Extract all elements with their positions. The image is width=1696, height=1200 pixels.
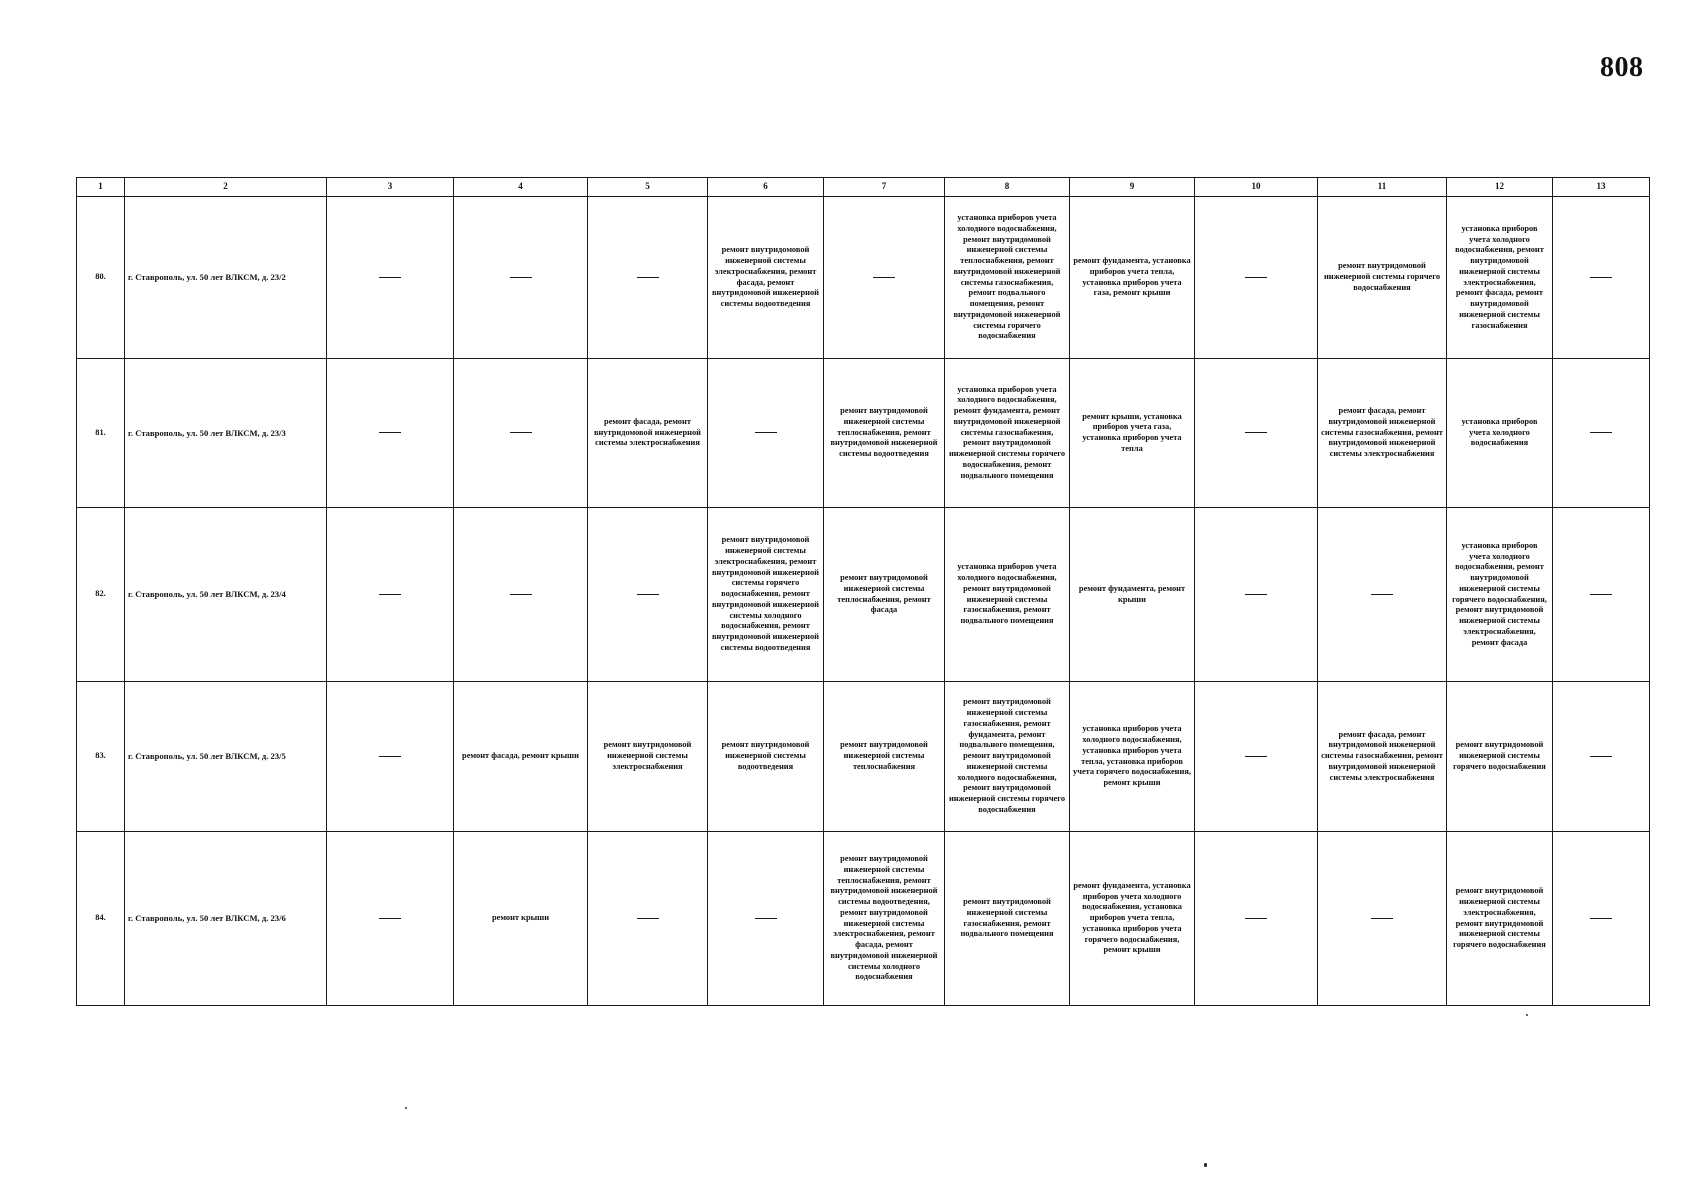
table-header — [77, 178, 1650, 197]
works-cell-col-9: ремонт фундамента, установка приборов учета тепла, установка приборов учета газа, ремонт крыши — [1070, 197, 1195, 359]
empty-cell-col-7 — [824, 197, 945, 359]
works-cell-col-8: ремонт внутридомовой инженерной системы газоснабжения, ремонт подвального помещения — [945, 832, 1070, 1006]
page-number: 808 — [1600, 52, 1644, 83]
empty-cell-col-10 — [1195, 508, 1318, 682]
empty-cell-col-4 — [454, 197, 588, 359]
works-cell-col-12: установка приборов учета холодного водоснабжения, ремонт внутридомовой инженерной системы горячего водоснабжения, ремонт внутридомовой инженерной системы электроснабжения, ремонт фасада — [1447, 508, 1553, 682]
works-cell-col-12: ремонт внутридомовой инженерной системы горячего водоснабжения — [1447, 682, 1553, 832]
dash-mark — [379, 918, 401, 919]
works-cell-col-11: ремонт внутридомовой инженерной системы горячего водоснабжения — [1318, 197, 1447, 359]
works-cell-col-7: ремонт внутридомовой инженерной системы теплоснабжения, ремонт фасада — [824, 508, 945, 682]
empty-cell-col-5 — [588, 832, 708, 1006]
works-cell-col-5: ремонт фасада, ремонт внутридомовой инженерной системы электроснабжения — [588, 359, 708, 508]
dash-mark — [637, 594, 659, 595]
row-number: 80. — [77, 197, 125, 359]
dash-mark — [637, 918, 659, 919]
works-cell-col-6: ремонт внутридомовой инженерной системы водоотведения — [708, 682, 824, 832]
column-header-7: 7 — [824, 178, 945, 197]
empty-cell-col-10 — [1195, 197, 1318, 359]
works-cell-col-12: установка приборов учета холодного водоснабжения — [1447, 359, 1553, 508]
address-cell: г. Ставрополь, ул. 50 лет ВЛКСМ, д. 23/2 — [125, 197, 327, 359]
dash-mark — [510, 277, 532, 278]
empty-cell-col-6 — [708, 832, 824, 1006]
dash-mark — [1245, 432, 1267, 433]
table-row — [77, 508, 1650, 682]
works-cell-col-8: установка приборов учета холодного водоснабжения, ремонт внутридомовой инженерной системы теплоснабжения, ремонт внутридомовой инженерной системы газоснабжения, ремонт подвального помещения, ремонт внутридомовой инженерной системы горячего водоснабжения — [945, 197, 1070, 359]
row-number: 82. — [77, 508, 125, 682]
dash-mark — [1245, 277, 1267, 278]
empty-cell-col-11 — [1318, 508, 1447, 682]
empty-cell-col-13 — [1553, 359, 1650, 508]
address-cell: г. Ставрополь, ул. 50 лет ВЛКСМ, д. 23/6 — [125, 832, 327, 1006]
empty-cell-col-4 — [454, 359, 588, 508]
works-cell-col-9: установка приборов учета холодного водоснабжения, установка приборов учета тепла, установка приборов учета горячего водоснабжения, ремонт крыши — [1070, 682, 1195, 832]
works-cell-col-9: ремонт фундамента, ремонт крыши — [1070, 508, 1195, 682]
column-header-8: 8 — [945, 178, 1070, 197]
column-header-13: 13 — [1553, 178, 1650, 197]
dash-mark — [379, 432, 401, 433]
table-row — [77, 359, 1650, 508]
column-header-12: 12 — [1447, 178, 1553, 197]
dash-mark — [1371, 918, 1393, 919]
empty-cell-col-5 — [588, 508, 708, 682]
empty-cell-col-10 — [1195, 682, 1318, 832]
empty-cell-col-6 — [708, 359, 824, 508]
empty-cell-col-13 — [1553, 682, 1650, 832]
works-cell-col-7: ремонт внутридомовой инженерной системы теплоснабжения — [824, 682, 945, 832]
dash-mark — [1590, 594, 1612, 595]
dash-mark — [1371, 594, 1393, 595]
column-number-row — [77, 178, 1650, 197]
works-cell-col-8: установка приборов учета холодного водоснабжения, ремонт фундамента, ремонт внутридомовой инженерной системы газоснабжения, ремонт внутридомовой инженерной системы горячего водоснабжения, ремонт подвального помещения — [945, 359, 1070, 508]
empty-cell-col-10 — [1195, 832, 1318, 1006]
dash-mark — [873, 277, 895, 278]
column-header-2: 2 — [125, 178, 327, 197]
dash-mark — [1590, 277, 1612, 278]
works-cell-col-6: ремонт внутридомовой инженерной системы электроснабжения, ремонт фасада, ремонт внутридомовой инженерной системы водоотведения — [708, 197, 824, 359]
empty-cell-col-13 — [1553, 832, 1650, 1006]
row-number: 81. — [77, 359, 125, 508]
table-body — [77, 197, 1650, 1006]
works-cell-col-4: ремонт крыши — [454, 832, 588, 1006]
works-cell-col-11: ремонт фасада, ремонт внутридомовой инженерной системы газоснабжения, ремонт внутридомовой инженерной системы электроснабжения — [1318, 682, 1447, 832]
works-cell-col-8: ремонт внутридомовой инженерной системы газоснабжения, ремонт фундамента, ремонт подвального помещения, ремонт внутридомовой инженерной системы холодного водоснабжения, ремонт внутридомовой инженерной системы горячего водоснабжения — [945, 682, 1070, 832]
column-header-9: 9 — [1070, 178, 1195, 197]
dash-mark — [1245, 756, 1267, 757]
empty-cell-col-10 — [1195, 359, 1318, 508]
scan-speck — [1204, 1163, 1207, 1167]
dash-mark — [379, 594, 401, 595]
works-cell-col-7: ремонт внутридомовой инженерной системы теплоснабжения, ремонт внутридомовой инженерной системы водоотведения, ремонт внутридомовой инженерной системы электроснабжения, ремонт фасада, ремонт внутридомовой инженерной системы холодного водоснабжения — [824, 832, 945, 1006]
empty-cell-col-3 — [327, 508, 454, 682]
empty-cell-col-3 — [327, 682, 454, 832]
works-cell-col-9: ремонт крыши, установка приборов учета газа, установка приборов учета тепла — [1070, 359, 1195, 508]
empty-cell-col-13 — [1553, 197, 1650, 359]
scan-speck — [405, 1107, 407, 1109]
works-table — [76, 177, 1650, 1006]
empty-cell-col-3 — [327, 359, 454, 508]
row-number: 83. — [77, 682, 125, 832]
dash-mark — [755, 432, 777, 433]
works-cell-col-12: установка приборов учета холодного водоснабжения, ремонт внутридомовой инженерной системы электроснабжения, ремонт фасада, ремонт внутридомовой инженерной системы газоснабжения — [1447, 197, 1553, 359]
dash-mark — [1245, 918, 1267, 919]
dash-mark — [510, 432, 532, 433]
works-cell-col-9: ремонт фундамента, установка приборов учета холодного водоснабжения, установка приборов учета тепла, установка приборов учета горячего водоснабжения, ремонт крыши — [1070, 832, 1195, 1006]
dash-mark — [510, 594, 532, 595]
column-header-4: 4 — [454, 178, 588, 197]
dash-mark — [755, 918, 777, 919]
dash-mark — [1245, 594, 1267, 595]
row-number: 84. — [77, 832, 125, 1006]
column-header-10: 10 — [1195, 178, 1318, 197]
dash-mark — [379, 756, 401, 757]
address-cell: г. Ставрополь, ул. 50 лет ВЛКСМ, д. 23/5 — [125, 682, 327, 832]
works-cell-col-12: ремонт внутридомовой инженерной системы электроснабжения, ремонт внутридомовой инженерной системы горячего водоснабжения — [1447, 832, 1553, 1006]
column-header-5: 5 — [588, 178, 708, 197]
empty-cell-col-3 — [327, 197, 454, 359]
empty-cell-col-11 — [1318, 832, 1447, 1006]
dash-mark — [379, 277, 401, 278]
works-cell-col-5: ремонт внутридомовой инженерной системы электроснабжения — [588, 682, 708, 832]
address-cell: г. Ставрополь, ул. 50 лет ВЛКСМ, д. 23/3 — [125, 359, 327, 508]
column-header-3: 3 — [327, 178, 454, 197]
dash-mark — [637, 277, 659, 278]
empty-cell-col-5 — [588, 197, 708, 359]
works-cell-col-7: ремонт внутридомовой инженерной системы теплоснабжения, ремонт внутридомовой инженерной системы водоотведения — [824, 359, 945, 508]
dash-mark — [1590, 756, 1612, 757]
column-header-6: 6 — [708, 178, 824, 197]
works-cell-col-8: установка приборов учета холодного водоснабжения, ремонт внутридомовой инженерной системы газоснабжения, ремонт подвального помещения — [945, 508, 1070, 682]
column-header-11: 11 — [1318, 178, 1447, 197]
works-cell-col-11: ремонт фасада, ремонт внутридомовой инженерной системы газоснабжения, ремонт внутридомовой инженерной системы электроснабжения — [1318, 359, 1447, 508]
empty-cell-col-4 — [454, 508, 588, 682]
column-header-1: 1 — [77, 178, 125, 197]
dash-mark — [1590, 918, 1612, 919]
empty-cell-col-13 — [1553, 508, 1650, 682]
table-row — [77, 832, 1650, 1006]
empty-cell-col-3 — [327, 832, 454, 1006]
table-row — [77, 197, 1650, 359]
table-row — [77, 682, 1650, 832]
dash-mark — [1590, 432, 1612, 433]
scan-speck — [1526, 1014, 1528, 1016]
address-cell: г. Ставрополь, ул. 50 лет ВЛКСМ, д. 23/4 — [125, 508, 327, 682]
works-cell-col-4: ремонт фасада, ремонт крыши — [454, 682, 588, 832]
works-cell-col-6: ремонт внутридомовой инженерной системы электроснабжения, ремонт внутридомовой инженерной системы горячего водоснабжения, ремонт внутридомовой инженерной системы холодного водоснабжения, ремонт внутридомовой инженерной системы водоотведения — [708, 508, 824, 682]
